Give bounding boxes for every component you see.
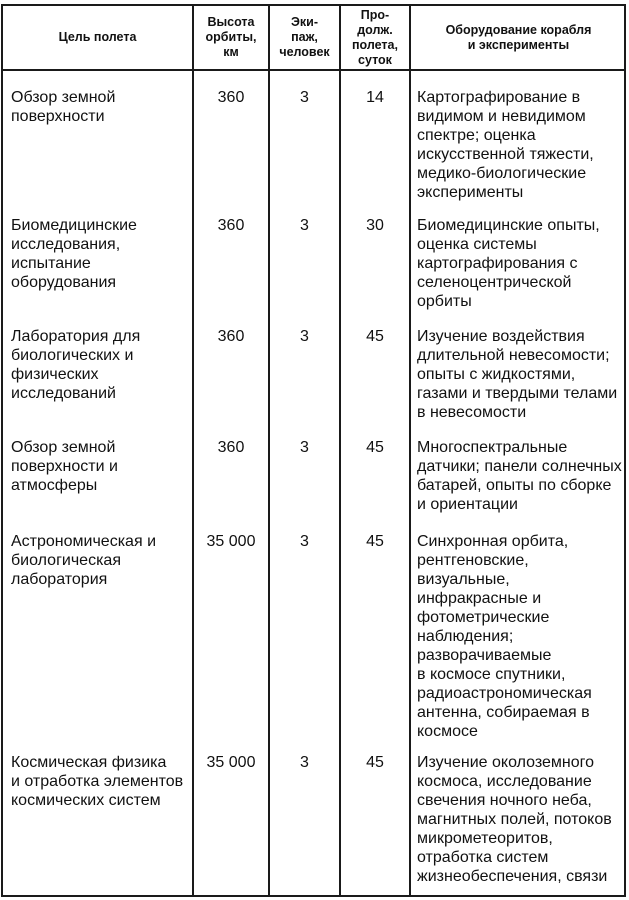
- cell-purpose: Космическая физика и отработка элементов космических систем: [11, 754, 184, 809]
- header-purpose: Цель полета: [58, 30, 137, 44]
- cell-duration: 45: [366, 533, 384, 550]
- column-divider: [409, 6, 411, 895]
- cell-altitude: 35 000: [206, 533, 256, 550]
- cell-equipment: Изучение воздействия длительной невесомости; опыты с жидкостями, газами и твердыми телами в невесомости: [417, 328, 618, 421]
- header-duration: Про- долж. полета, суток: [352, 7, 398, 67]
- cell-crew: 3: [300, 328, 309, 345]
- mission-table: [1, 4, 626, 897]
- cell-crew: 3: [300, 754, 309, 771]
- cell-duration: 30: [366, 217, 384, 234]
- cell-altitude: 35 000: [206, 754, 256, 771]
- cell-crew: 3: [300, 533, 309, 550]
- header-crew: Эки- паж, человек: [279, 15, 330, 59]
- cell-purpose: Биомедицинские исследования, испытание оборудования: [11, 217, 137, 291]
- cell-duration: 14: [366, 89, 384, 106]
- cell-equipment: Биомедицинские опыты, оценка системы картографирования с селеноцентрической орбиты: [417, 217, 600, 310]
- header-altitude: Высота орбиты, км: [205, 15, 257, 59]
- cell-purpose: Астрономическая и биологическая лаборатория: [11, 533, 156, 588]
- header-equipment: Оборудование корабля и эксперименты: [445, 22, 592, 52]
- cell-altitude: 360: [217, 217, 245, 234]
- cell-equipment: Изучение околоземного космоса, исследование свечения ночного неба, магнитных полей, потоков микрометеоритов, отработка систем жизнеобеспечения, связи: [417, 754, 612, 885]
- cell-altitude: 360: [217, 89, 245, 106]
- cell-equipment: Многоспектральные датчики; панели солнечных батарей, опыты по сборке и ориентации: [417, 439, 622, 513]
- cell-purpose: Обзор земной поверхности и атмосферы: [11, 439, 118, 494]
- cell-equipment: Картографирование в видимом и невидимом спектре; оценка искусственной тяжести, медико-биологические эксперименты: [417, 89, 594, 201]
- cell-duration: 45: [366, 754, 384, 771]
- cell-duration: 45: [366, 439, 384, 456]
- cell-purpose: Лаборатория для биологических и физических исследований: [11, 328, 141, 402]
- cell-crew: 3: [300, 89, 309, 106]
- cell-crew: 3: [300, 217, 309, 234]
- cell-duration: 45: [366, 328, 384, 345]
- header-divider: [3, 69, 624, 71]
- cell-altitude: 360: [217, 328, 245, 345]
- cell-equipment: Синхронная орбита, рентгеновские, визуальные, инфракрасные и фотометрические наблюдения; разворачиваемые в космосе спутники, радиоастрономическая антенна, собираемая в космосе: [417, 533, 592, 740]
- cell-purpose: Обзор земной поверхности: [11, 89, 116, 125]
- cell-altitude: 360: [217, 439, 245, 456]
- cell-crew: 3: [300, 439, 309, 456]
